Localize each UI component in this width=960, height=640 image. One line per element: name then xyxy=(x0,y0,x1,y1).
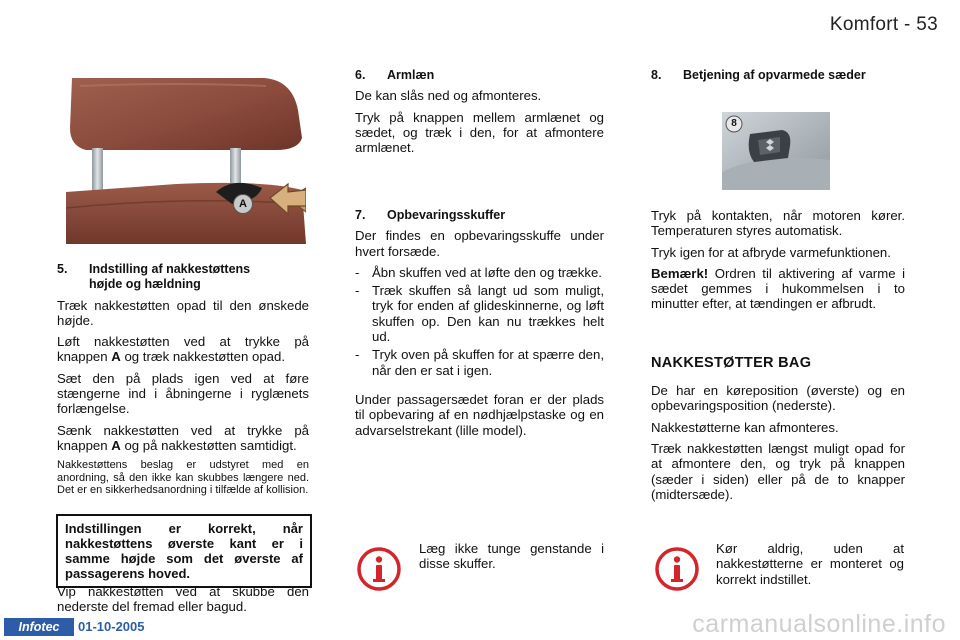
button-a-ref-2: A xyxy=(111,437,121,453)
section-5-title xyxy=(57,262,309,293)
section-8-number: 8. xyxy=(651,68,662,82)
info-warning-icon xyxy=(356,546,402,592)
section-6-number: 6. xyxy=(355,68,366,82)
column-1 xyxy=(57,262,309,503)
info-warning-icon xyxy=(654,546,700,592)
section-5-number: 5. xyxy=(57,262,68,276)
watermark: carmanualsonline.info xyxy=(692,610,946,638)
label-a-badge: A xyxy=(233,194,253,214)
section-6-paragraph-1: De kan slås ned og afmonteres. xyxy=(355,88,542,104)
section-8-note: Bemærk! Ordren til aktivering af varme i sædet gemmes i hukommelsen i to minutter efter, at tændingen er afbrudt. xyxy=(651,265,905,312)
footer-date: 01-10-2005 xyxy=(78,619,145,634)
page-header: Komfort - 53 xyxy=(829,14,938,35)
list-item: - Tryk oven på skuffen for at spærre den, når den er sat i igen. xyxy=(355,347,604,378)
drawer-steps-list xyxy=(355,265,604,378)
section-6-paragraph-2: Tryk på knappen mellem armlænet og sædet, og træk i den, for at afmontere armlænet. xyxy=(355,109,604,156)
label-8-badge: 8 xyxy=(731,118,737,129)
column-3-body xyxy=(651,208,905,508)
button-a-ref: A xyxy=(111,349,121,365)
rear-headrests-paragraph-3: Træk nakkestøtten længst muligt opad for at afmontere den, og tryk på knappen (sæder i siden) eller på de to knapper (midtersæde). xyxy=(651,440,905,502)
section-8-title: 8. Betjening af opvarmede sæder xyxy=(651,68,866,82)
drawer-warning-text: Læg ikke tunge genstande i disse skuffer. xyxy=(419,541,604,572)
infotec-badge: Infotec xyxy=(4,618,74,636)
section-5-title-line2: højde og hældning xyxy=(89,277,201,292)
column-2-section-7 xyxy=(355,208,604,444)
section-5-paragraph-4: Sænk nakkestøtten ved at trykke på knappen A og på nakkestøtten samtidigt. xyxy=(57,422,309,453)
section-5-paragraph-1: Træk nakkestøtten opad til den ønskede højde. xyxy=(57,297,309,328)
section-6-title: 6. Armlæn xyxy=(355,68,435,82)
headrest-warning-text: Kør aldrig, uden at nakkestøtterne er monteret og korrekt indstillet. xyxy=(716,541,904,587)
list-item: - Åbn skuffen ved at løfte den og trække. xyxy=(355,264,602,280)
section-5-title-line1: Indstilling af nakkestøttens xyxy=(89,262,251,276)
headrest-illustration xyxy=(66,72,306,244)
section-7-number: 7. xyxy=(355,208,366,222)
tilt-instruction: Vip nakkestøtten ved at skubbe den nederste del fremad eller bagud. xyxy=(57,584,309,615)
section-7-paragraph-2: Under passagersædet foran er der plads til opbevaring af en nødhjælpstaske og en advarselstrekant (lille model). xyxy=(355,391,604,438)
safety-note: Nakkestøttens beslag er udstyret med en anordning, så den ikke kan skubbes længere ned. Det er en sikkerhedsanordning i tilfælde af kollision. xyxy=(57,459,309,497)
section-7-title: 7. Opbevaringsskuffer xyxy=(355,208,506,222)
section-8-paragraph-1: Tryk på kontakten, når motoren kører. Temperaturen styres automatisk. xyxy=(651,208,905,239)
section-5-paragraph-2: Løft nakkestøtten ved at trykke på knappen A og træk nakkestøtten opad. xyxy=(57,334,309,365)
section-7-paragraph-1: Der findes en opbevaringsskuffe under hvert forsæde. xyxy=(355,228,604,259)
column-2 xyxy=(355,68,604,161)
column-3 xyxy=(651,68,905,88)
rear-headrests-heading: NAKKESTØTTER BAG xyxy=(651,354,812,371)
section-8-paragraph-2: Tryk igen for at afbryde varmefunktionen. xyxy=(651,244,891,260)
rear-headrests-paragraph-1: De har en køreposition (øverste) og en opbevaringsposition (nederste). xyxy=(651,383,905,414)
rear-headrests-paragraph-2: Nakkestøtterne kan afmonteres. xyxy=(651,419,839,435)
section-5-paragraph-3: Sæt den på plads igen ved at føre stængerne ind i åbningerne i ryglænets forlængelse. xyxy=(57,370,309,417)
note-label: Bemærk! xyxy=(651,265,709,281)
column-1-footer-text xyxy=(57,584,309,621)
list-item: - Træk skuffen så langt ud som muligt, tryk for enden af glideskinnerne, og løft skuffen op. Den kan nu trækkes helt ud. xyxy=(355,283,604,345)
correct-adjustment-box: Indstillingen er korrekt, når nakkestøttens øverste kant er i samme højde som det øverste af passagerens hoved. xyxy=(56,514,312,588)
